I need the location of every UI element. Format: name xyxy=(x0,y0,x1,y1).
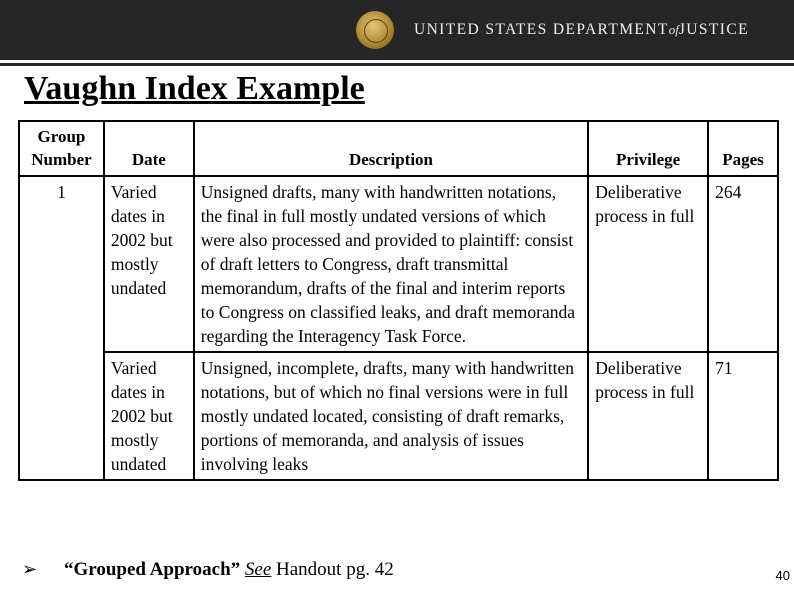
table-row xyxy=(19,176,778,352)
divider xyxy=(0,63,794,66)
page-number: 40 xyxy=(775,568,790,583)
table-row xyxy=(19,352,778,480)
doj-wordmark: UNITED STATES DEPARTMENTofJUSTICE xyxy=(414,21,749,38)
header-date: Date xyxy=(104,121,194,176)
header-group-number: Group Number xyxy=(19,121,104,176)
description-cell: Unsigned, incomplete, drafts, many with handwritten notations, but of which no final versions were in full mostly undated located, consisting of draft remarks, portions of memoranda, and analysis of issues involving leaks xyxy=(194,352,588,480)
doj-seal-icon xyxy=(356,11,394,49)
slide-title: Vaughn Index Example xyxy=(24,70,365,107)
date-cell: Varied dates in 2002 but mostly undated xyxy=(104,352,194,480)
privilege-cell: Deliberative process in full xyxy=(588,176,708,352)
header-description: Description xyxy=(194,121,588,176)
header-pages: Pages xyxy=(708,121,778,176)
description-cell: Unsigned drafts, many with handwritten notations, the final in full mostly undated versions of which were also processed and provided to plaintiff: consist of draft letters to Congress, draft transmittal memorandum, drafts of the final and interim reports to Congress on classified leaks, and draft memoranda regarding the Interagency Task Force. xyxy=(194,176,588,352)
date-cell: Varied dates in 2002 but mostly undated xyxy=(104,176,194,352)
pages-cell: 71 xyxy=(708,352,778,480)
arrow-bullet-icon: ➢ xyxy=(22,559,38,579)
footer-note: “Grouped Approach” See Handout pg. 42 xyxy=(64,559,394,580)
privilege-cell: Deliberative process in full xyxy=(588,352,708,480)
doj-banner xyxy=(0,0,794,60)
vaughn-index-table xyxy=(18,120,779,481)
group-number-cell: 1 xyxy=(19,176,104,480)
header-privilege: Privilege xyxy=(588,121,708,176)
table-header-row xyxy=(19,121,778,176)
pages-cell: 264 xyxy=(708,176,778,352)
